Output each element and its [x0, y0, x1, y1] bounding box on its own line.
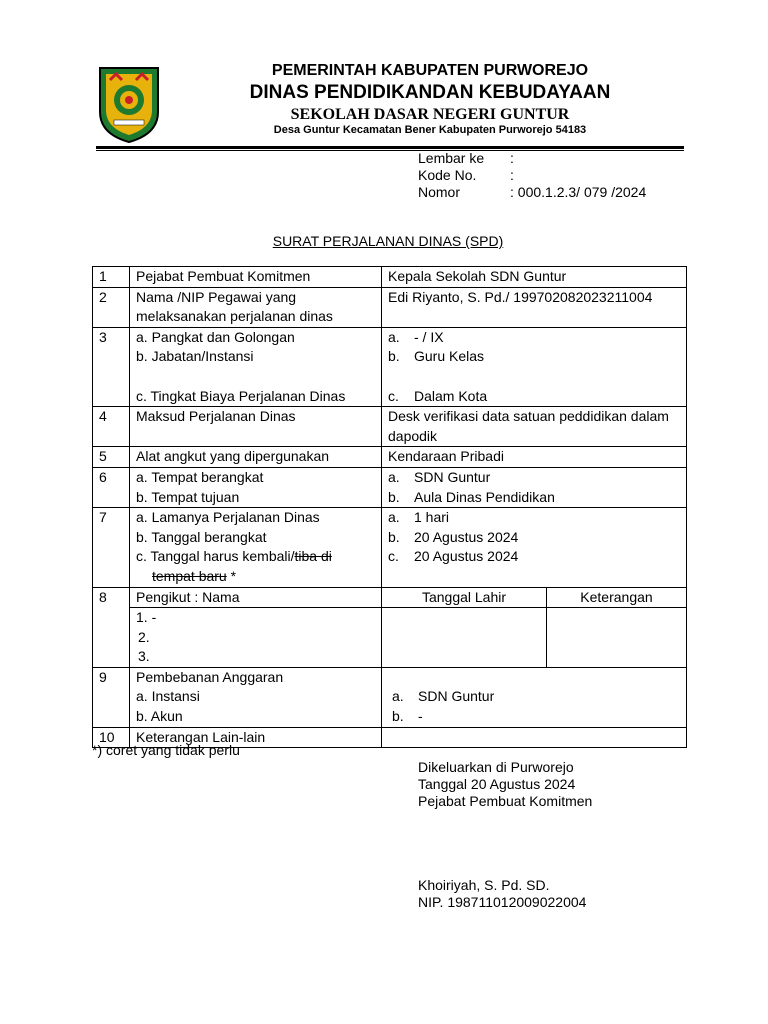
- letterhead-government: PEMERINTAH KABUPATEN PURWOREJO: [271, 62, 589, 79]
- row-label: Keterangan Lain-lain: [130, 727, 382, 748]
- row-label: [130, 667, 382, 727]
- row-label: [130, 508, 382, 587]
- sub-label: a. Lamanya Perjalanan Dinas: [136, 509, 320, 526]
- sub-value: Guru Kelas: [414, 348, 485, 365]
- row-label: [130, 327, 382, 406]
- row-value: [382, 508, 687, 587]
- column-header-remarks: Keterangan: [547, 587, 687, 608]
- sub-value: SDN Guntur: [414, 468, 491, 485]
- row-number: 7: [93, 508, 130, 587]
- signer-nip: NIP. 198711012009022004: [418, 894, 587, 910]
- list-item: 3.: [138, 648, 150, 665]
- sub-prefix: a.: [388, 468, 400, 485]
- sub-prefix: a.: [388, 509, 400, 526]
- letterhead-address: Desa Guntur Kecamatan Bener Kabupaten Purworejo 54183: [273, 124, 587, 136]
- sub-label-text: *: [226, 567, 237, 584]
- signer-name: Khoiriyah, S. Pd. SD.: [418, 877, 550, 893]
- sub-value: - / IX: [414, 328, 444, 345]
- meta-value: :: [510, 167, 514, 183]
- row-value: Edi Riyanto, S. Pd./ 199702082023211004: [382, 287, 687, 327]
- row-label: Nama /NIP Pegawai yang melaksanakan perjalanan dinas: [130, 287, 382, 327]
- sub-label-cont: [136, 567, 375, 587]
- sub-label-text: c. Tanggal harus kembali/: [136, 548, 295, 565]
- row-number: 1: [93, 267, 130, 288]
- row-value: [382, 327, 687, 406]
- birthdate-cell: [382, 608, 547, 668]
- sub-label: a. Pangkat dan Golongan: [136, 328, 295, 345]
- signer-role: Pejabat Pembuat Komitmen: [418, 793, 593, 809]
- sub-label: Pembebanan Anggaran: [136, 668, 284, 685]
- row-number: 9: [93, 667, 130, 727]
- sub-label: b. Tanggal berangkat: [136, 528, 267, 545]
- sub-label: b. Jabatan/Instansi: [136, 348, 254, 365]
- row-value: Kepala Sekolah SDN Guntur: [382, 267, 687, 288]
- sub-value: Aula Dinas Pendidikan: [414, 488, 555, 505]
- sub-value: 20 Agustus 2024: [414, 528, 519, 545]
- sub-label: [136, 547, 375, 567]
- table-row: [93, 327, 687, 406]
- row-number: 6: [93, 467, 130, 507]
- row-number: 5: [93, 447, 130, 468]
- meta-label: Nomor: [418, 184, 461, 200]
- table-row: [93, 667, 687, 727]
- row-label: Pengikut : Nama: [130, 587, 382, 608]
- row-label: Pejabat Pembuat Komitmen: [130, 267, 382, 288]
- struck-text: tempat baru: [152, 567, 227, 584]
- remarks-cell: [547, 608, 687, 668]
- follower-list: [130, 608, 382, 668]
- regency-emblem-logo: [96, 64, 162, 144]
- sub-prefix: a.: [388, 328, 400, 345]
- sub-prefix: c.: [388, 387, 399, 404]
- row-label: Maksud Perjalanan Dinas: [130, 407, 382, 447]
- row-value: [382, 727, 687, 748]
- issued-place: Dikeluarkan di Purworejo: [418, 759, 574, 775]
- table-row: [93, 447, 687, 468]
- table-row: [93, 508, 687, 587]
- sub-prefix: b.: [388, 528, 400, 545]
- table-row: [93, 267, 687, 288]
- sub-value: -: [418, 708, 423, 725]
- issued-date: Tanggal 20 Agustus 2024: [418, 776, 576, 792]
- meta-label: Lembar ke: [418, 150, 485, 166]
- letterhead-divider-thin: [96, 150, 684, 151]
- table-row: [93, 587, 687, 608]
- column-header-birthdate: Tanggal Lahir: [382, 587, 547, 608]
- row-number: 3: [93, 327, 130, 406]
- row-value: Desk verifikasi data satuan peddidikan dalam dapodik: [382, 407, 687, 447]
- row-label: [130, 467, 382, 507]
- sub-label: a. Tempat berangkat: [136, 468, 264, 485]
- sub-prefix: b.: [388, 348, 400, 365]
- row-value: [382, 467, 687, 507]
- sub-value: 20 Agustus 2024: [414, 548, 519, 565]
- meta-value: :: [510, 150, 514, 166]
- meta-label: Kode No.: [418, 167, 477, 183]
- row-label: Alat angkut yang dipergunakan: [130, 447, 382, 468]
- row-number: 4: [93, 407, 130, 447]
- letterhead-divider-thick: [96, 146, 684, 149]
- sub-label: b. Tempat tujuan: [136, 488, 240, 505]
- meta-value: : 000.1.2.3/ 079 /2024: [510, 184, 647, 200]
- table-row: [93, 407, 687, 447]
- table-row: [93, 287, 687, 327]
- row-number: 8: [93, 587, 130, 667]
- footnote: *) coret yang tidak perlu: [92, 742, 240, 758]
- meta-code: [418, 167, 514, 183]
- sub-label: b. Akun: [136, 708, 183, 725]
- meta-number: [418, 184, 646, 200]
- sub-prefix: b.: [388, 488, 400, 505]
- row-number: 2: [93, 287, 130, 327]
- letterhead-department: DINAS PENDIDIKANDAN KEBUDAYAAN: [249, 82, 611, 103]
- list-item: 2.: [138, 628, 150, 645]
- row-value: Kendaraan Pribadi: [382, 447, 687, 468]
- sub-label: a. Instansi: [136, 688, 200, 705]
- sub-prefix: b.: [392, 708, 404, 725]
- row-value: [382, 667, 687, 727]
- sub-label: c. Tingkat Biaya Perjalanan Dinas: [136, 387, 346, 404]
- document-title: SURAT PERJALANAN DINAS (SPD): [272, 233, 504, 249]
- sub-prefix: c.: [388, 548, 399, 565]
- sub-value: 1 hari: [414, 509, 450, 526]
- sub-value: SDN Guntur: [418, 688, 495, 705]
- spd-table: [92, 266, 687, 748]
- table-row: [93, 467, 687, 507]
- struck-text: tiba di: [294, 548, 332, 565]
- meta-sheet: [418, 150, 514, 166]
- letterhead-school: SEKOLAH DASAR NEGERI GUNTUR: [290, 106, 570, 123]
- sub-value: Dalam Kota: [414, 387, 488, 404]
- list-item: 1. -: [136, 609, 157, 626]
- row-number: 10: [93, 727, 130, 748]
- sub-prefix: a.: [392, 688, 404, 705]
- table-row: [93, 608, 687, 668]
